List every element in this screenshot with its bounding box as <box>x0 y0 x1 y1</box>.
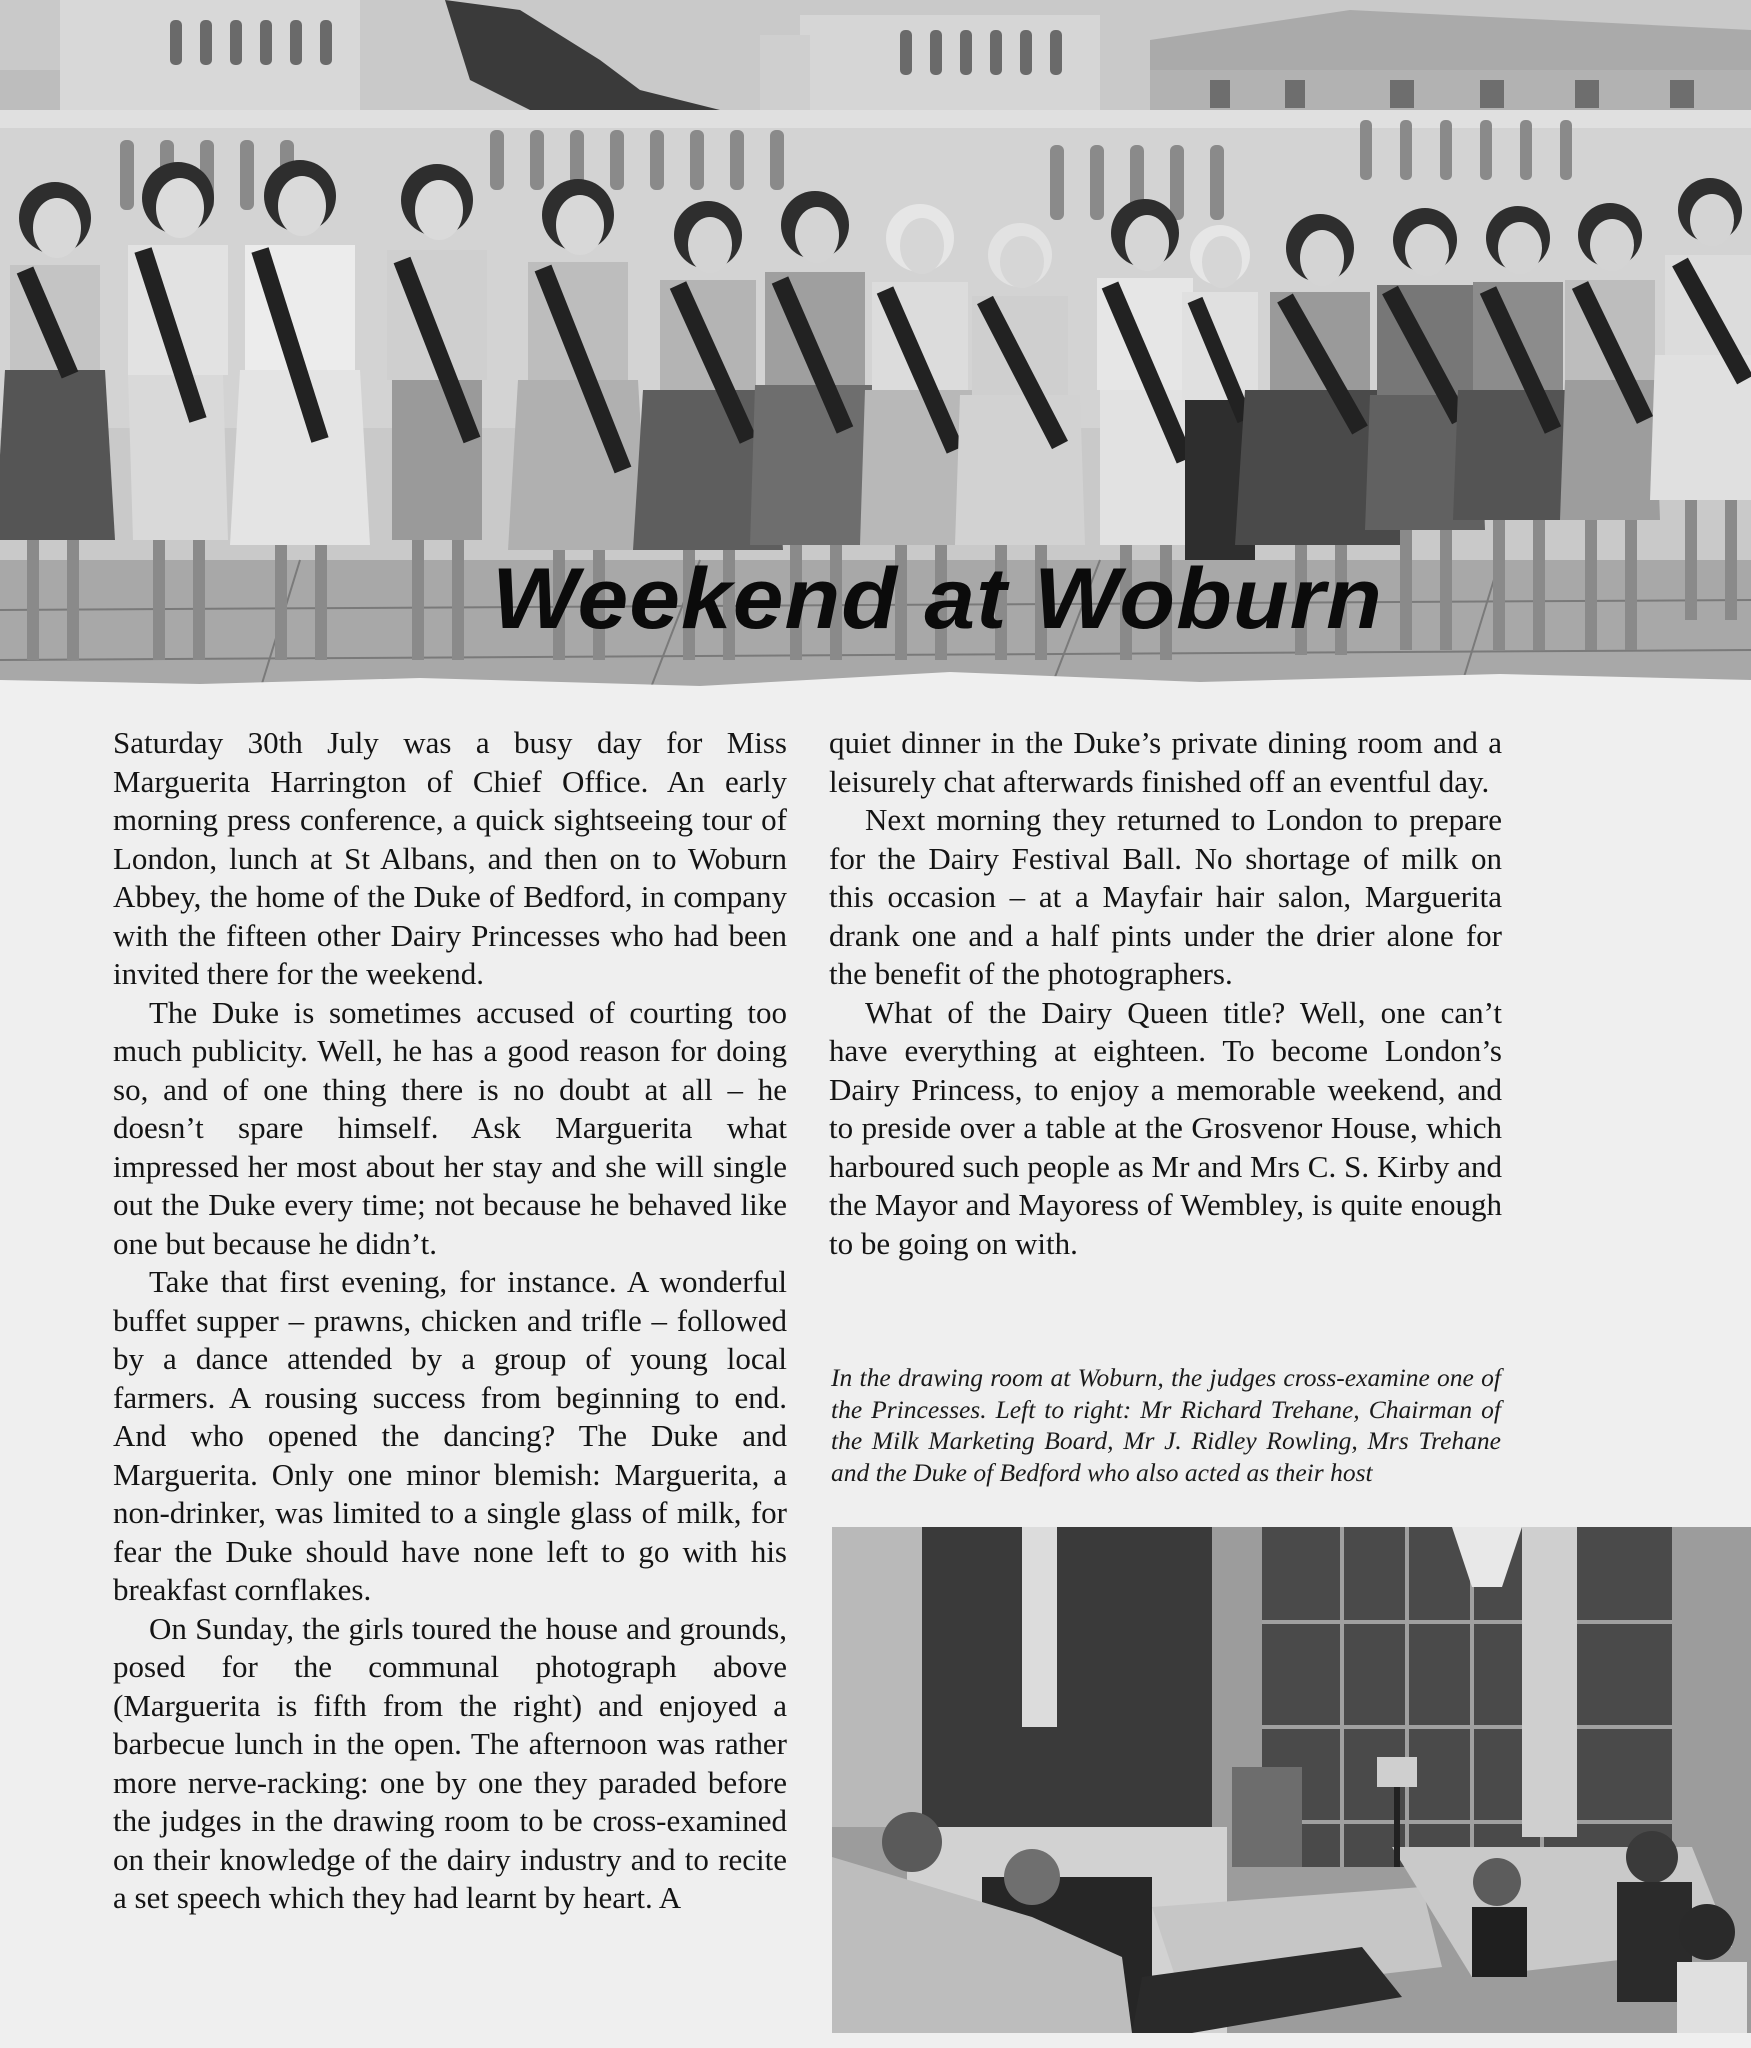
paragraph: quiet dinner in the Duke’s private dining room and a leisurely chat afterwards finished off an eventful day. <box>829 725 1502 799</box>
paragraph: Take that first evening, for instance. A wonderful buffet supper – prawns, chicken and trifle – followed by a dance attended by a group of young local farmers. A rousing success from beginning to end. And who opened the dancing? The Duke and Marguerita. Only one minor blemish: Marguerita, a non-drinker, was limited to a single glass of milk, for fear the Duke should have none left to go with his breakfast cornflakes. <box>113 1264 787 1607</box>
paragraph: Next morning they returned to London to prepare for the Dairy Festival Ball. No shortage of milk on this occasion – at a Mayfair hair salon, Marguerita drank one and a half pints under the drier alone for the benefit of the photographers. <box>829 802 1502 991</box>
paragraph: Saturday 30th July was a busy day for Miss Marguerita Harrington of Chief Office. An early morning press conference, a quick sightseeing tour of London, lunch at St Albans, and then on to Woburn Abbey, the home of the Duke of Bedford, in company with the fifteen other Dairy Princesses who had been invited there for the weekend. <box>113 725 787 991</box>
drawing-room-illustration <box>832 1527 1751 2033</box>
article-right-column <box>829 724 1502 1263</box>
article-title: Weekend at Woburn <box>492 551 1383 647</box>
paragraph: The Duke is sometimes accused of courting too much publicity. Well, he has a good reason for doing so, and of one thing there is no doubt at all – he doesn’t spare himself. Ask Marguerita what impressed her most about her stay and she will single out the Duke every time; not because he behaved like one but because he didn’t. <box>113 994 787 1261</box>
photo-caption: In the drawing room at Woburn, the judges cross-examine one of the Princesses. Left to right: Mr Richard Trehane, Chairman of the Milk Marketing Board, Mr J. Ridley Rowling, Mrs Trehane and the Duke of Bedford who also acted as their host <box>831 1363 1501 1487</box>
hero-photo <box>0 0 1751 690</box>
article-left-column <box>113 724 787 1918</box>
drawing-room-photo <box>832 1527 1751 2033</box>
paragraph: On Sunday, the girls toured the house and grounds, posed for the communal photograph above (Marguerita is fifth from the right) and enjoyed a barbecue lunch in the open. The afternoon was rather more nerve-racking: one by one they paraded before the judges in the drawing room to be cross-examined on their knowledge of the dairy industry and to recite a set speech which they had learnt by heart. A <box>113 1610 787 1915</box>
paragraph: What of the Dairy Queen title? Well, one can’t have everything at eighteen. To become London’s Dairy Princess, to enjoy a memorable weekend, and to preside over a table at the Grosvenor House, which harboured such people as Mr and Mrs C. S. Kirby and the Mayor and Mayoress of Wembley, is quite enough to be going on with. <box>829 994 1502 1261</box>
